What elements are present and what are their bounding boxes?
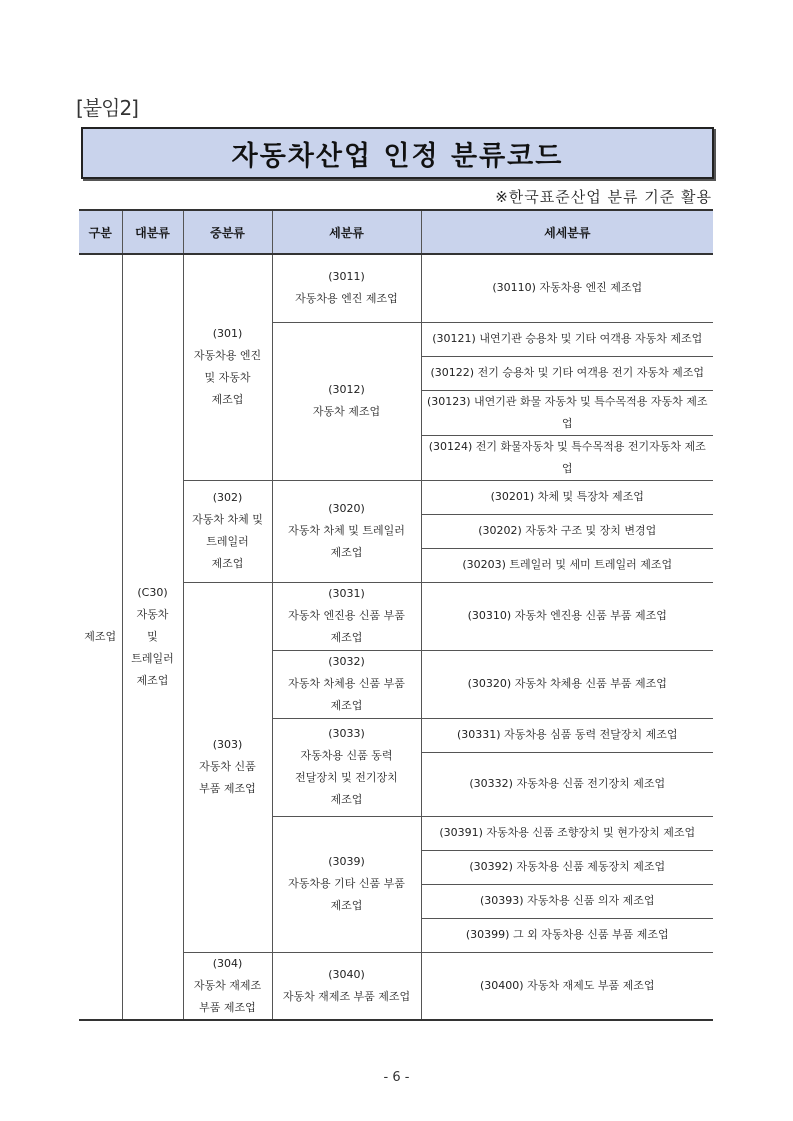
header-major: 대분류 — [122, 210, 183, 254]
detail-cell-30332: (30332) 자동차용 신품 전기장치 제조업 — [421, 752, 713, 816]
detail-cell-30121: (30121) 내연기관 승용차 및 기타 여객용 자동차 제조업 — [421, 322, 713, 356]
detail-cell-30123: (30123) 내연기관 화물 자동차 및 특수목적용 자동차 제조업 — [421, 390, 713, 435]
middle-cell-304: (304) 자동차 재제조 부품 제조업 — [183, 952, 272, 1020]
header-minor: 세분류 — [272, 210, 421, 254]
detail-cell-30124: (30124) 전기 화물자동차 및 특수목적용 전기자동차 제조업 — [421, 435, 713, 480]
category-cell: 제조업 — [79, 254, 122, 1020]
minor-cell-3032: (3032) 자동차 차체용 신품 부품 제조업 — [272, 650, 421, 718]
source-note: ※한국표준산업 분류 기준 활용 — [495, 188, 712, 206]
detail-cell-30331: (30331) 자동차용 심품 동력 전달장치 제조업 — [421, 718, 713, 752]
detail-cell-30122: (30122) 전기 승용차 및 기타 여객용 전기 자동차 제조업 — [421, 356, 713, 390]
middle-cell-303: (303) 자동차 신품 부품 제조업 — [183, 582, 272, 952]
minor-cell-3040: (3040) 자동차 재제조 부품 제조업 — [272, 952, 421, 1020]
major-cell: (C30) 자동차 및 트레일러 제조업 — [122, 254, 183, 1020]
minor-cell-3020: (3020) 자동차 차체 및 트레일러 제조업 — [272, 480, 421, 582]
header-detail: 세세분류 — [421, 210, 713, 254]
detail-cell-30310: (30310) 자동차 엔진용 신품 부품 제조업 — [421, 582, 713, 650]
minor-cell-3033: (3033) 자동차용 신품 동력 전달장치 및 전기장치 제조업 — [272, 718, 421, 816]
minor-cell-3031: (3031) 자동차 엔진용 신품 부품 제조업 — [272, 582, 421, 650]
minor-cell-3039: (3039) 자동차용 기타 신품 부품 제조업 — [272, 816, 421, 952]
attachment-label: [붙임2] — [76, 96, 138, 120]
detail-cell-30203: (30203) 트레일러 및 세미 트레일러 제조업 — [421, 548, 713, 582]
detail-cell-30201: (30201) 차체 및 특장차 제조업 — [421, 480, 713, 514]
detail-cell-30320: (30320) 자동차 차체용 신품 부품 제조업 — [421, 650, 713, 718]
document-title: 자동차산업 인정 분류코드 — [81, 127, 714, 179]
detail-cell-30392: (30392) 자동차용 신품 제동장치 제조업 — [421, 850, 713, 884]
detail-cell-30400: (30400) 자동차 재제도 부품 제조업 — [421, 952, 713, 1020]
middle-cell-301: (301) 자동차용 엔진 및 자동차 제조업 — [183, 254, 272, 480]
detail-cell-30391: (30391) 자동차용 신품 조향장치 및 현가장치 제조업 — [421, 816, 713, 850]
minor-cell-3011: (3011) 자동차용 엔진 제조업 — [272, 254, 421, 322]
header-category: 구분 — [79, 210, 122, 254]
detail-cell-30110: (30110) 자동차용 엔진 제조업 — [421, 254, 713, 322]
detail-cell-30202: (30202) 자동차 구조 및 장치 변경업 — [421, 514, 713, 548]
page-number: - 6 - — [383, 1070, 410, 1085]
table-row — [79, 254, 713, 322]
table-header-row — [79, 210, 713, 254]
header-middle: 중분류 — [183, 210, 272, 254]
detail-cell-30393: (30393) 자동차용 신품 의자 제조업 — [421, 884, 713, 918]
minor-cell-3012: (3012) 자동차 제조업 — [272, 322, 421, 480]
detail-cell-30399: (30399) 그 외 자동차용 신품 부품 제조업 — [421, 918, 713, 952]
classification-table — [79, 209, 713, 1021]
middle-cell-302: (302) 자동차 차체 및 트레일러 제조업 — [183, 480, 272, 582]
